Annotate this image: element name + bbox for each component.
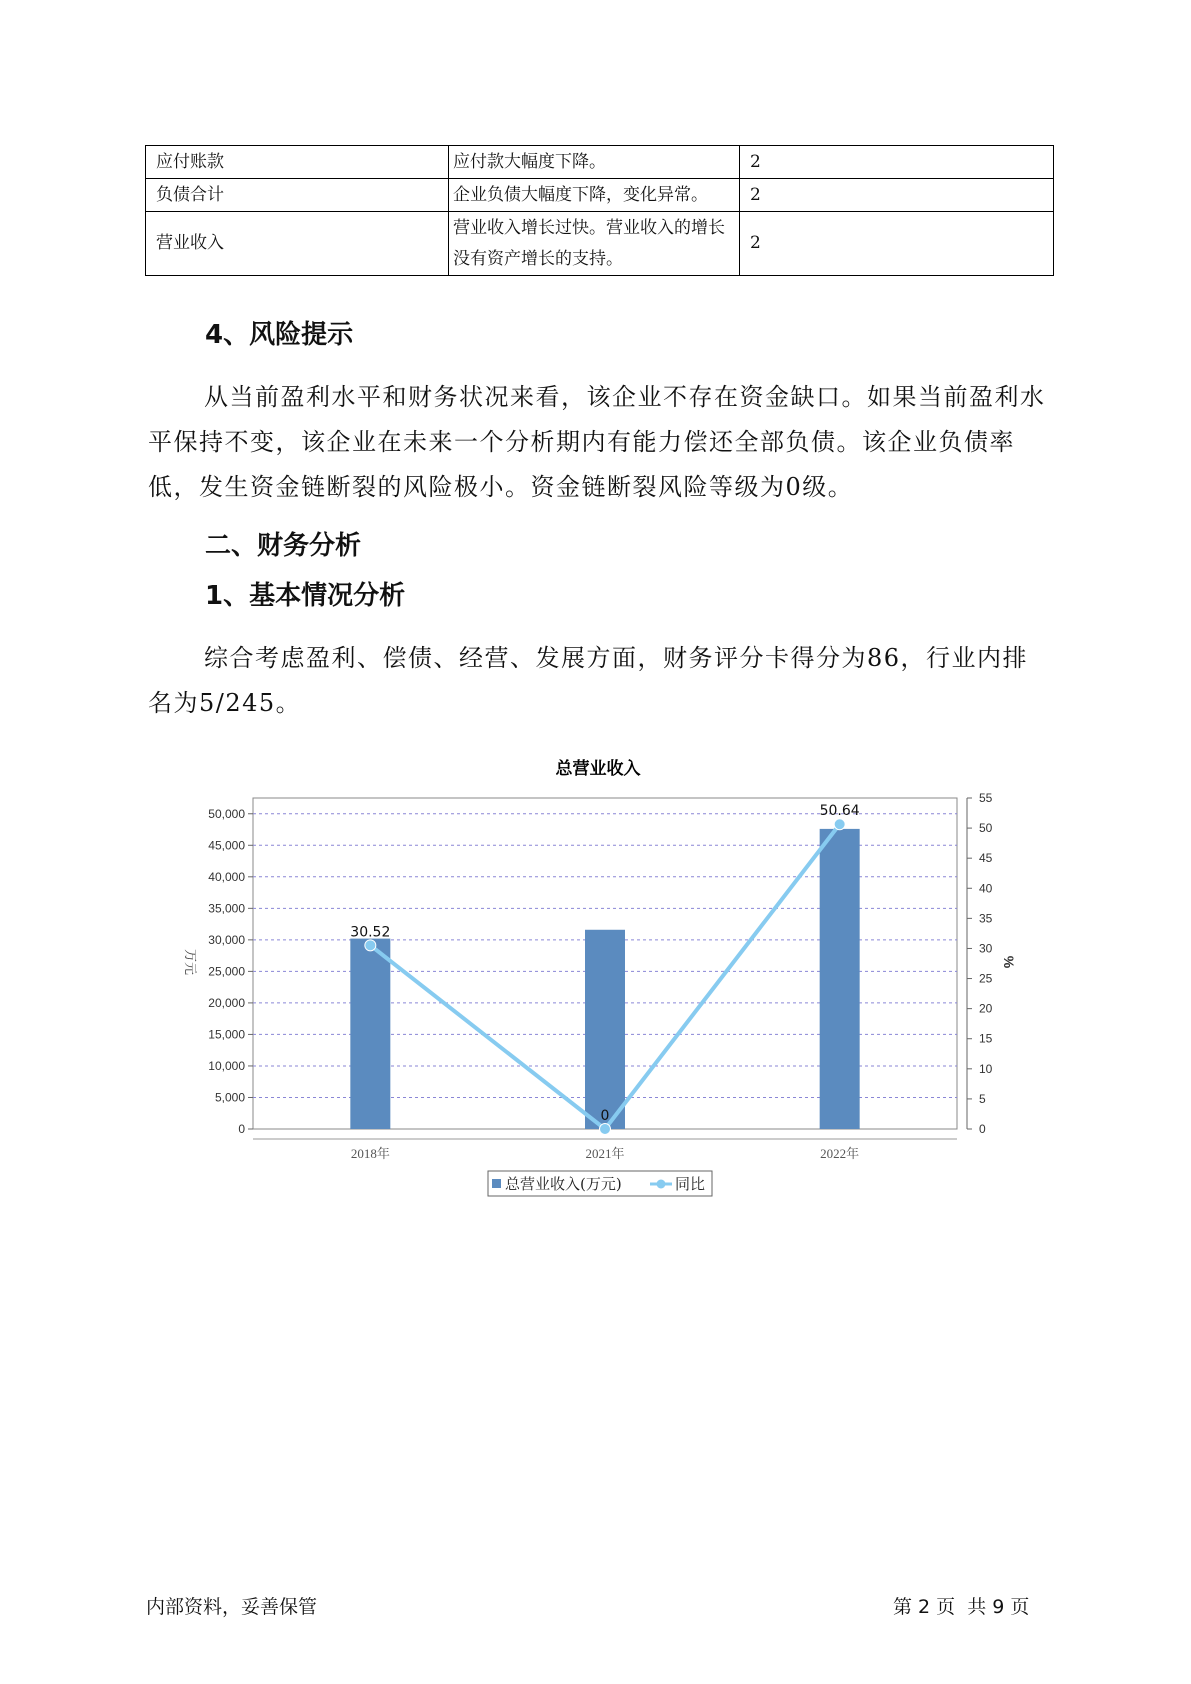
y-tick-label: 5,000 bbox=[214, 1090, 245, 1105]
risk-paragraph: 从当前盈利水平和财务状况来看，该企业不存在资金缺口。如果当前盈利水平保持不变，该企业在未来一个分析期内有能力偿还全部负债。该企业负债率低，发生资金链断裂的风险极小。资金链断裂风险等级为0级。 bbox=[148, 383, 1046, 501]
table-cell-item: 应付账款 bbox=[146, 146, 449, 179]
y-tick-label: 40,000 bbox=[208, 869, 245, 884]
table-cell-desc: 应付款大幅度下降。 bbox=[449, 146, 740, 179]
y-axis-label: 万元 bbox=[183, 948, 198, 976]
y2-tick-label: 0 bbox=[979, 1122, 986, 1136]
data-label: 0 bbox=[600, 1108, 610, 1124]
y-tick-label: 45,000 bbox=[208, 838, 245, 853]
bar bbox=[350, 939, 390, 1129]
y-tick-label: 35,000 bbox=[208, 901, 245, 916]
y2-tick-label: 5 bbox=[979, 1091, 986, 1106]
y-tick-label: 30,000 bbox=[208, 932, 245, 947]
data-label: 30.52 bbox=[350, 924, 391, 941]
y2-tick-label: 25 bbox=[979, 971, 993, 986]
x-axis bbox=[253, 1139, 957, 1161]
chart-title: 总营业收入 bbox=[555, 759, 641, 778]
y2-axis bbox=[967, 791, 993, 1136]
risk-heading: 4、风险提示 bbox=[205, 320, 354, 350]
table-cell-level: 2 bbox=[740, 212, 1054, 276]
line-point bbox=[365, 940, 376, 951]
table-cell-item: 营业收入 bbox=[146, 212, 449, 276]
y2-tick-label: 15 bbox=[979, 1031, 993, 1046]
footer-left: 内部资料，妥善保管 bbox=[146, 1596, 318, 1618]
table-cell-level: 2 bbox=[740, 179, 1054, 212]
x-tick-label: 2018年 bbox=[350, 1146, 390, 1161]
y2-tick-label: 35 bbox=[979, 911, 993, 926]
y-tick-label: 15,000 bbox=[208, 1027, 245, 1042]
bar bbox=[820, 829, 860, 1129]
y2-tick-label: 45 bbox=[979, 851, 993, 866]
data-label: 50.64 bbox=[819, 803, 860, 820]
y-tick-label: 20,000 bbox=[208, 995, 245, 1010]
basic-paragraph: 综合考虑盈利、偿债、经营、发展方面，财务评分卡得分为86，行业内排名为5/245。 bbox=[148, 644, 1029, 717]
table-cell-level: 2 bbox=[740, 146, 1054, 179]
legend-label-bar: 总营业收入(万元) bbox=[505, 1175, 622, 1193]
y2-tick-label: 50 bbox=[979, 821, 993, 836]
y2-tick-label: 20 bbox=[979, 1001, 993, 1016]
y2-tick-label: 10 bbox=[979, 1061, 993, 1076]
table-cell-desc: 企业负债大幅度下降，变化异常。 bbox=[449, 179, 740, 212]
line-point bbox=[600, 1124, 611, 1135]
legend-label-line: 同比 bbox=[675, 1175, 706, 1193]
y2-tick-label: 55 bbox=[979, 791, 993, 805]
x-tick-label: 2022年 bbox=[820, 1146, 860, 1161]
basic-heading: 1、基本情况分析 bbox=[205, 581, 406, 611]
y-tick-label: 0 bbox=[238, 1122, 245, 1136]
line-point bbox=[834, 819, 845, 830]
y2-axis-label: % bbox=[1001, 955, 1017, 969]
y2-tick-label: 30 bbox=[979, 941, 993, 956]
y-axis bbox=[208, 807, 253, 1136]
table-cell-desc: 营业收入增长过快。营业收入的增长没有资产增长的支持。 bbox=[449, 212, 740, 276]
y2-tick-label: 40 bbox=[979, 881, 993, 896]
y-tick-label: 50,000 bbox=[208, 806, 245, 821]
table-cell-item: 负债合计 bbox=[146, 179, 449, 212]
finance-heading: 二、财务分析 bbox=[205, 531, 362, 561]
legend-swatch-point bbox=[657, 1180, 666, 1189]
legend-swatch-bar bbox=[492, 1179, 501, 1188]
x-tick-label: 2021年 bbox=[585, 1146, 625, 1161]
bar bbox=[585, 930, 625, 1129]
y-tick-label: 25,000 bbox=[208, 964, 245, 979]
chart-legend bbox=[488, 1171, 712, 1196]
footer-page-number: 第 2 页 共 9 页 bbox=[893, 1596, 1030, 1618]
y-tick-label: 10,000 bbox=[208, 1058, 245, 1073]
